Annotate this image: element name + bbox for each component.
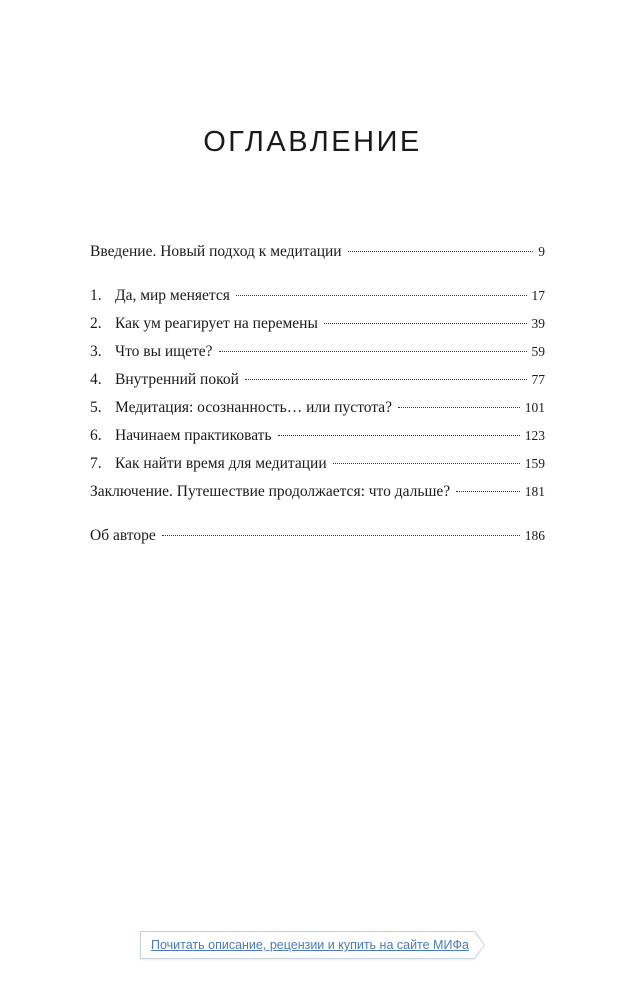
toc-entry-title: Медитация: осознанность… или пустота? — [115, 399, 393, 416]
toc-entry-title: Об авторе — [90, 527, 156, 544]
toc-entry-conclusion — [90, 481, 545, 509]
banner-arrow-shape — [475, 931, 485, 959]
toc-entry-chapter-3 — [90, 341, 545, 369]
toc-chapter-number: 6. — [90, 427, 102, 444]
toc-page-number: 17 — [531, 288, 545, 303]
toc-entry-about — [90, 525, 545, 553]
toc-page-number: 39 — [531, 316, 545, 331]
toc-entry-title: Что вы ищете? — [115, 343, 213, 360]
toc-leader-dots — [236, 295, 527, 296]
toc-leader-dots — [348, 251, 534, 252]
toc-page-number: 159 — [524, 456, 545, 471]
page-title: ОГЛАВЛЕНИЕ — [203, 126, 422, 158]
toc-chapter-number: 7. — [90, 455, 102, 472]
toc-page-number: 186 — [524, 528, 545, 543]
toc-entry-intro — [90, 241, 545, 269]
toc-entry-chapter-6 — [90, 425, 545, 453]
toc-leader-dots — [162, 535, 520, 536]
toc-entry-chapter-2 — [90, 313, 545, 341]
toc-chapter-number: 3. — [90, 343, 102, 360]
toc-chapter-number: 2. — [90, 315, 102, 332]
toc-entry-title: Внутренний покой — [115, 371, 239, 388]
toc-page-number: 9 — [538, 244, 545, 259]
toc-entry-title: Заключение. Путешествие продолжается: что дальше? — [90, 483, 451, 500]
toc-entry-chapter-1 — [90, 285, 545, 313]
toc-entry-chapter-7 — [90, 453, 545, 481]
toc-page-number: 77 — [531, 372, 545, 387]
toc-page-number: 123 — [524, 428, 545, 443]
toc-leader-dots — [456, 491, 520, 492]
toc-chapter-number: 4. — [90, 371, 102, 388]
toc-entry-title: Как ум реагирует на перемены — [115, 315, 318, 332]
publisher-banner — [140, 931, 485, 959]
toc-leader-dots — [278, 435, 520, 436]
toc-leader-dots — [245, 379, 527, 380]
toc-leader-dots — [398, 407, 520, 408]
toc-entry-title: Введение. Новый подход к медитации — [90, 243, 342, 260]
toc-chapter-number: 1. — [90, 287, 102, 304]
toc-page-number: 59 — [531, 344, 545, 359]
toc-chapter-number: 5. — [90, 399, 102, 416]
toc-entry-title: Как найти время для медитации — [115, 455, 327, 472]
toc-entry-title: Да, мир меняется — [115, 287, 230, 304]
publisher-site-link[interactable]: Почитать описание, рецензии и купить на сайте МИФа — [151, 938, 469, 952]
toc-page-number: 181 — [524, 484, 545, 499]
banner-body — [140, 931, 475, 959]
toc-entry-title: Начинаем практиковать — [115, 427, 272, 444]
toc-leader-dots — [219, 351, 527, 352]
toc-page-number: 101 — [524, 400, 545, 415]
toc-leader-dots — [324, 323, 527, 324]
toc-entry-chapter-5 — [90, 397, 545, 425]
table-of-contents — [90, 241, 545, 553]
toc-leader-dots — [333, 463, 520, 464]
toc-entry-chapter-4 — [90, 369, 545, 397]
